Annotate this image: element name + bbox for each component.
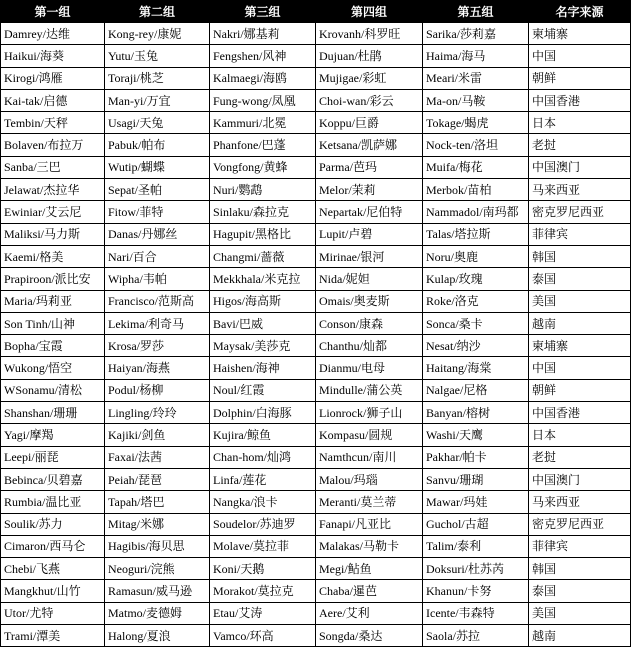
table-row: [1, 134, 631, 156]
table-cell-name: Bolaven/布拉万: [1, 134, 105, 156]
table-cell-source: 中国: [529, 357, 631, 379]
table-cell-name: Haima/海马: [423, 45, 529, 67]
table-row: [1, 379, 631, 401]
table-cell-name: Morakot/莫拉克: [210, 580, 316, 602]
table-cell-source: 菲律宾: [529, 223, 631, 245]
table-cell-name: Melor/茉莉: [316, 179, 423, 201]
table-row: [1, 357, 631, 379]
table-cell-source: 老挝: [529, 134, 631, 156]
table-cell-name: Merbok/苗柏: [423, 179, 529, 201]
table-cell-name: Higos/海高斯: [210, 290, 316, 312]
table-row: [1, 468, 631, 490]
table-cell-name: Krovanh/科罗旺: [316, 23, 423, 45]
table-cell-name: Tapah/塔巴: [105, 491, 210, 513]
table-cell-name: Koppu/巨爵: [316, 112, 423, 134]
table-cell-name: Sepat/圣帕: [105, 179, 210, 201]
table-cell-name: Banyan/榕树: [423, 402, 529, 424]
table-cell-name: Yagi/摩羯: [1, 424, 105, 446]
table-cell-name: Ewiniar/艾云尼: [1, 201, 105, 223]
table-cell-name: Nari/百合: [105, 245, 210, 267]
table-cell-source: 朝鲜: [529, 379, 631, 401]
table-cell-source: 中国香港: [529, 402, 631, 424]
table-cell-name: Wukong/悟空: [1, 357, 105, 379]
table-cell-name: Lionrock/狮子山: [316, 402, 423, 424]
table-cell-name: WSonamu/清松: [1, 379, 105, 401]
table-cell-name: Malakas/马勒卡: [316, 535, 423, 557]
table-cell-name: Pabuk/帕布: [105, 134, 210, 156]
table-cell-name: Dujuan/杜鹃: [316, 45, 423, 67]
table-row: [1, 201, 631, 223]
table-cell-name: Matmo/麦德姆: [105, 602, 210, 624]
table-cell-name: Mitag/米娜: [105, 513, 210, 535]
table-cell-name: Wipha/韦帕: [105, 268, 210, 290]
table-cell-name: Khanun/卡努: [423, 580, 529, 602]
table-cell-name: Lupit/卢碧: [316, 223, 423, 245]
header-group-2: 第二组: [105, 1, 210, 23]
table-cell-name: Kajiki/剑鱼: [105, 424, 210, 446]
table-cell-source: 中国香港: [529, 89, 631, 111]
table-cell-name: Kammuri/北冕: [210, 112, 316, 134]
table-cell-name: Meranti/莫兰蒂: [316, 491, 423, 513]
table-cell-name: Vongfong/黄蜂: [210, 156, 316, 178]
table-cell-name: Hagupit/黑格比: [210, 223, 316, 245]
table-row: [1, 513, 631, 535]
table-row: [1, 558, 631, 580]
table-cell-name: Maria/玛莉亚: [1, 290, 105, 312]
table-cell-name: Bebinca/贝碧嘉: [1, 468, 105, 490]
table-row: [1, 223, 631, 245]
table-cell-name: Leepi/丽琵: [1, 446, 105, 468]
table-cell-name: Fanapi/凡亚比: [316, 513, 423, 535]
table-cell-name: Maliksi/马力斯: [1, 223, 105, 245]
table-cell-name: Kompasu/圆规: [316, 424, 423, 446]
table-cell-name: Toraji/桃芝: [105, 67, 210, 89]
table-cell-name: Kalmaegi/海鸥: [210, 67, 316, 89]
table-row: [1, 402, 631, 424]
table-cell-name: Koni/天鹅: [210, 558, 316, 580]
table-cell-name: Meari/米雷: [423, 67, 529, 89]
table-cell-name: Nida/妮妲: [316, 268, 423, 290]
table-cell-name: Haitang/海棠: [423, 357, 529, 379]
table-cell-name: Talas/塔拉斯: [423, 223, 529, 245]
table-cell-name: Chan-hom/灿鸿: [210, 446, 316, 468]
table-cell-name: Molave/莫拉菲: [210, 535, 316, 557]
table-cell-source: 柬埔寨: [529, 23, 631, 45]
table-row: [1, 312, 631, 334]
table-cell-name: Utor/尤特: [1, 602, 105, 624]
table-row: [1, 580, 631, 602]
table-cell-name: Fung-wong/凤凰: [210, 89, 316, 111]
table-cell-source: 日本: [529, 112, 631, 134]
table-row: [1, 179, 631, 201]
table-cell-name: Danas/丹娜丝: [105, 223, 210, 245]
table-cell-name: Peiah/琵琶: [105, 468, 210, 490]
table-cell-name: Washi/天鹰: [423, 424, 529, 446]
table-cell-name: Sinlaku/森拉克: [210, 201, 316, 223]
table-cell-name: Wutip/蝴蝶: [105, 156, 210, 178]
table-row: [1, 156, 631, 178]
table-cell-name: Francisco/范斯高: [105, 290, 210, 312]
header-group-5: 第五组: [423, 1, 529, 23]
table-cell-name: Haishen/海神: [210, 357, 316, 379]
table-cell-source: 韩国: [529, 558, 631, 580]
table-cell-name: Etau/艾涛: [210, 602, 316, 624]
table-cell-name: Halong/夏浪: [105, 625, 210, 647]
table-cell-name: Mirinae/银河: [316, 245, 423, 267]
table-cell-name: Prapiroon/派比安: [1, 268, 105, 290]
table-cell-name: Pakhar/帕卡: [423, 446, 529, 468]
table-cell-name: Dianmu/电母: [316, 357, 423, 379]
table-cell-name: Sonca/桑卡: [423, 312, 529, 334]
table-cell-name: Linfa/莲花: [210, 468, 316, 490]
table-row: [1, 67, 631, 89]
table-cell-name: Haiyan/海燕: [105, 357, 210, 379]
table-cell-name: Rumbia/温比亚: [1, 491, 105, 513]
table-cell-source: 马来西亚: [529, 491, 631, 513]
table-cell-name: Ma-on/马鞍: [423, 89, 529, 111]
table-cell-name: Kulap/玫瑰: [423, 268, 529, 290]
table-row: [1, 625, 631, 647]
table-cell-name: Maysak/美莎克: [210, 335, 316, 357]
table-cell-name: Fitow/菲特: [105, 201, 210, 223]
table-cell-name: Nock-ten/洛坦: [423, 134, 529, 156]
table-cell-name: Chebi/飞燕: [1, 558, 105, 580]
table-cell-name: Nuri/鹦鹉: [210, 179, 316, 201]
table-cell-name: Guchol/古超: [423, 513, 529, 535]
table-cell-source: 菲律宾: [529, 535, 631, 557]
table-row: [1, 23, 631, 45]
table-cell-name: Kai-tak/启德: [1, 89, 105, 111]
header-group-3: 第三组: [210, 1, 316, 23]
table-cell-source: 中国: [529, 45, 631, 67]
table-cell-name: Ketsana/凯萨娜: [316, 134, 423, 156]
table-cell-source: 老挝: [529, 446, 631, 468]
table-cell-name: Faxai/法茜: [105, 446, 210, 468]
table-cell-source: 日本: [529, 424, 631, 446]
table-cell-name: Icente/韦森特: [423, 602, 529, 624]
table-cell-name: Changmi/蔷薇: [210, 245, 316, 267]
table-cell-name: Songda/桑达: [316, 625, 423, 647]
table-cell-name: Trami/潭美: [1, 625, 105, 647]
table-cell-name: Shanshan/珊珊: [1, 402, 105, 424]
header-name-source: 名字来源: [529, 1, 631, 23]
table-cell-name: Nangka/浪卡: [210, 491, 316, 513]
table-cell-name: Cimaron/西马仑: [1, 535, 105, 557]
table-cell-name: Kujira/鲸鱼: [210, 424, 316, 446]
table-cell-source: 朝鲜: [529, 67, 631, 89]
table-cell-name: Kaemi/格美: [1, 245, 105, 267]
table-cell-name: Jelawat/杰拉华: [1, 179, 105, 201]
table-cell-name: Doksuri/杜苏芮: [423, 558, 529, 580]
table-cell-name: Nesat/纳沙: [423, 335, 529, 357]
table-cell-name: Bavi/巴威: [210, 312, 316, 334]
table-cell-source: 中国澳门: [529, 468, 631, 490]
table-cell-name: Podul/杨柳: [105, 379, 210, 401]
table-row: [1, 446, 631, 468]
table-cell-source: 美国: [529, 602, 631, 624]
table-cell-name: Man-yi/万宜: [105, 89, 210, 111]
table-cell-name: Malou/玛瑙: [316, 468, 423, 490]
table-cell-name: Mangkhut/山竹: [1, 580, 105, 602]
table-row: [1, 335, 631, 357]
table-cell-name: Talim/泰利: [423, 535, 529, 557]
table-cell-name: Phanfone/巴蓬: [210, 134, 316, 156]
table-cell-name: Megi/鲇鱼: [316, 558, 423, 580]
table-cell-name: Sanvu/珊瑚: [423, 468, 529, 490]
table-cell-name: Tokage/蝎虎: [423, 112, 529, 134]
table-cell-name: Krosa/罗莎: [105, 335, 210, 357]
table-cell-source: 越南: [529, 625, 631, 647]
table-cell-name: Chanthu/灿都: [316, 335, 423, 357]
table-row: [1, 535, 631, 557]
table-cell-source: 韩国: [529, 245, 631, 267]
table-cell-name: Mindulle/蒲公英: [316, 379, 423, 401]
table-cell-name: Dolphin/白海豚: [210, 402, 316, 424]
table-cell-name: Lekima/利奇马: [105, 312, 210, 334]
table-cell-name: Mekkhala/米克拉: [210, 268, 316, 290]
table-cell-name: Noul/红霞: [210, 379, 316, 401]
table-cell-name: Fengshen/风神: [210, 45, 316, 67]
table-cell-name: Kong-rey/康妮: [105, 23, 210, 45]
table-cell-name: Mawar/玛娃: [423, 491, 529, 513]
table-cell-name: Sanba/三巴: [1, 156, 105, 178]
table-cell-name: Namthcun/南川: [316, 446, 423, 468]
table-cell-source: 柬埔寨: [529, 335, 631, 357]
table-cell-source: 密克罗尼西亚: [529, 513, 631, 535]
table-cell-name: Chaba/暹芭: [316, 580, 423, 602]
table-cell-name: Noru/奥鹿: [423, 245, 529, 267]
table-row: [1, 45, 631, 67]
table-cell-name: Muifa/梅花: [423, 156, 529, 178]
table-cell-name: Nalgae/尼格: [423, 379, 529, 401]
header-row: [1, 1, 631, 23]
table-cell-name: Kirogi/鸿雁: [1, 67, 105, 89]
table-cell-source: 中国澳门: [529, 156, 631, 178]
table-cell-name: Soudelor/苏迪罗: [210, 513, 316, 535]
table-cell-name: Parma/芭玛: [316, 156, 423, 178]
table-cell-name: Hagibis/海贝思: [105, 535, 210, 557]
table-cell-name: Damrey/达维: [1, 23, 105, 45]
table-cell-name: Tembin/天秤: [1, 112, 105, 134]
table-cell-name: Mujigae/彩虹: [316, 67, 423, 89]
table-cell-name: Nepartak/尼伯特: [316, 201, 423, 223]
table-cell-name: Neoguri/浣熊: [105, 558, 210, 580]
table-cell-name: Lingling/玲玲: [105, 402, 210, 424]
table-cell-name: Choi-wan/彩云: [316, 89, 423, 111]
table-row: [1, 290, 631, 312]
table-row: [1, 112, 631, 134]
table-row: [1, 245, 631, 267]
table-row: [1, 89, 631, 111]
table-cell-name: Soulik/苏力: [1, 513, 105, 535]
table-cell-name: Nammadol/南玛都: [423, 201, 529, 223]
table-cell-name: Usagi/天兔: [105, 112, 210, 134]
table-row: [1, 491, 631, 513]
table-cell-name: Haikui/海葵: [1, 45, 105, 67]
table-cell-name: Bopha/宝霞: [1, 335, 105, 357]
table-cell-name: Nakri/娜基莉: [210, 23, 316, 45]
table-row: [1, 602, 631, 624]
table-cell-source: 泰国: [529, 268, 631, 290]
table-cell-name: Son Tinh/山神: [1, 312, 105, 334]
header-group-4: 第四组: [316, 1, 423, 23]
table-cell-source: 马来西亚: [529, 179, 631, 201]
table-cell-name: Yutu/玉兔: [105, 45, 210, 67]
table-cell-name: Sarika/莎莉嘉: [423, 23, 529, 45]
table-cell-name: Aere/艾利: [316, 602, 423, 624]
table-cell-source: 美国: [529, 290, 631, 312]
table-cell-name: Saola/苏拉: [423, 625, 529, 647]
table-row: [1, 268, 631, 290]
table-cell-name: Omais/奥麦斯: [316, 290, 423, 312]
table-cell-name: Roke/洛克: [423, 290, 529, 312]
table-row: [1, 424, 631, 446]
table-cell-name: Ramasun/威马逊: [105, 580, 210, 602]
table-cell-name: Conson/康森: [316, 312, 423, 334]
table-cell-name: Vamco/环高: [210, 625, 316, 647]
table-cell-source: 密克罗尼西亚: [529, 201, 631, 223]
table-body: [1, 23, 631, 647]
table-cell-source: 泰国: [529, 580, 631, 602]
header-group-1: 第一组: [1, 1, 105, 23]
table-cell-source: 越南: [529, 312, 631, 334]
